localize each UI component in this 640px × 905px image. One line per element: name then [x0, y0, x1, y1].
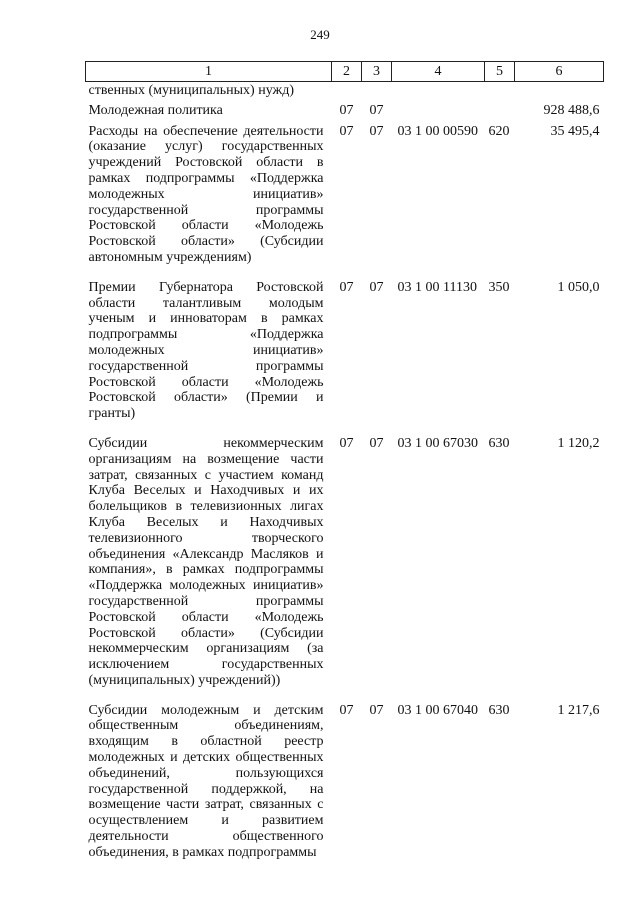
row-vr — [485, 99, 515, 119]
row-rz: 07 — [339, 702, 354, 718]
header-col-6: 6 — [515, 62, 604, 82]
row-vr: 630 — [488, 702, 510, 718]
row-rz — [332, 82, 362, 99]
row-vr — [485, 82, 515, 99]
row-vr: 350 — [488, 279, 510, 295]
row-rz: 07 — [339, 102, 354, 118]
row-pr: 07 — [369, 435, 384, 451]
row-rz: 07 — [339, 435, 354, 451]
header-col-5: 5 — [485, 62, 515, 82]
row-pr: 07 — [369, 123, 384, 139]
row-csr — [392, 99, 485, 119]
row-rz: 07 — [339, 279, 354, 295]
row-csr: 03 1 00 11130 — [397, 279, 477, 295]
header-row — [86, 62, 604, 82]
row-csr: 03 1 00 67030 — [397, 435, 478, 451]
row-name: ственных (муниципальных) нужд) — [88, 83, 294, 98]
row-csr: 03 1 00 00590 — [397, 123, 478, 139]
row-amount: 928 488,6 — [543, 102, 600, 118]
budget-table — [85, 61, 604, 861]
row-amount: 1 050,0 — [557, 279, 600, 295]
header-col-2: 2 — [332, 62, 362, 82]
table-body — [86, 82, 604, 861]
table-row — [86, 431, 604, 698]
table-row — [86, 82, 604, 99]
row-pr: 07 — [369, 702, 384, 718]
page-number: 249 — [310, 27, 330, 42]
row-name: Расходы на обеспечение деятельности (оказание услуг) государственных учреждений Ростовской области в рамках подпрограммы «Поддержка молодежных инициатив» государственной программы Ростовской области «Молодежь Ростовской области» (Субсидии автономным учреждениям) — [88, 123, 324, 265]
row-rz: 07 — [339, 123, 354, 139]
row-vr: 620 — [488, 123, 510, 139]
table-row — [86, 275, 604, 431]
row-csr — [392, 82, 485, 99]
row-pr — [362, 82, 392, 99]
row-amount: 1 217,6 — [557, 702, 600, 718]
row-vr: 630 — [488, 435, 510, 451]
header-col-3: 3 — [362, 62, 392, 82]
table-row — [86, 99, 604, 119]
table-row — [86, 698, 604, 861]
row-name: Субсидии молодежным и детским общественным объединениям, входящим в областной реестр молодежных и детских общественных объединений, пользующихся государственной поддержкой, на возмещение части затрат, связанных с осуществлением и развитием деятельности общественного объединения, в рамках подпрограммы — [88, 702, 324, 860]
table-row — [86, 119, 604, 275]
row-csr: 03 1 00 67040 — [397, 702, 478, 718]
row-pr: 07 — [369, 102, 384, 118]
row-amount: 1 120,2 — [557, 435, 600, 451]
row-amount: 35 495,4 — [550, 123, 600, 139]
row-name: Премии Губернатора Ростовской области талантливым молодым ученым и инноваторам в рамках подпрограммы «Поддержка молодежных инициатив» государственной программы Ростовской области «Молодежь Ростовской области» (Премии и гранты) — [88, 279, 324, 422]
table-header — [86, 62, 604, 82]
header-col-4: 4 — [392, 62, 485, 82]
row-pr: 07 — [369, 279, 384, 295]
row-name: Субсидии некоммерческим организациям на возмещение части затрат, связанных с участием команд Клуба Веселых и Находчивых и их болельщиков в телевизионных лигах Клуба Веселых и Находчивых телевизионного творческого объединения «Александр Масляков и компания», в рамках подпрограммы «Поддержка молодежных инициатив» государственной программы Ростовской области «Молодежь Ростовской области» (Субсидии некоммерческим организациям (за исключением государственных (муниципальных) учреждений)) — [88, 435, 324, 688]
row-name: Молодежная политика — [88, 102, 223, 118]
header-col-1: 1 — [86, 62, 332, 82]
row-amount — [515, 82, 604, 99]
